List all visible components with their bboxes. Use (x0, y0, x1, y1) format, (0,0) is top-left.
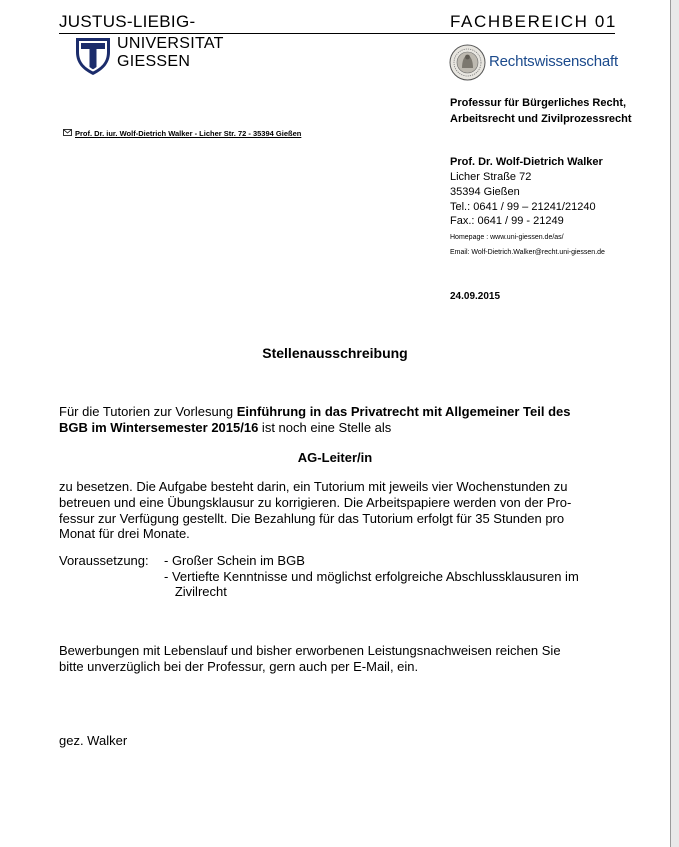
requirements-label: Voraussetzung: (59, 553, 149, 568)
viewer-edge (671, 0, 679, 847)
body-line: betreuen und eine Übungsklausur zu korrigieren. Die Arbeitspapiere werden von der Pro- (59, 495, 572, 510)
contact-homepage: Homepage : www.uni-giessen.de/as/ (450, 234, 564, 241)
professorship-line1: Professur für Bürgerliches Recht, (450, 97, 627, 109)
body-line: zu besetzen. Die Aufgabe besteht darin, ein Tutorium mit jeweils vier Wochenstunden zu (59, 479, 568, 494)
contact-email: Email: Wolf-Dietrich.Walker@recht.uni-giessen.de (450, 249, 605, 256)
university-name-line2: UNIVERSITAT (117, 35, 224, 52)
faculty-name: FACHBEREICH 01 (450, 12, 617, 31)
course-semester: BGB im Wintersemester 2015/16 (59, 420, 259, 435)
university-name-line1: JUSTUS-LIEBIG- (59, 12, 196, 31)
letter-date: 24.09.2015 (450, 291, 501, 302)
contact-name: Prof. Dr. Wolf-Dietrich Walker (450, 156, 603, 168)
envelope-icon (63, 129, 72, 136)
contact-phone: Tel.: 0641 / 99 – 21241/21240 (450, 201, 596, 213)
document-title: Stellenausschreibung (262, 345, 408, 361)
course-title: Einführung in das Privatrecht mit Allgemeiner Teil des (236, 404, 571, 419)
contact-city: 35394 Gießen (450, 186, 520, 198)
faculty-seal-icon (449, 44, 486, 81)
sender-address-line: Prof. Dr. iur. Wolf-Dietrich Walker - Licher Str. 72 - 35394 Gießen (75, 129, 302, 138)
position-title: AG-Leiter/in (297, 450, 373, 465)
contact-street: Licher Straße 72 (450, 171, 532, 183)
intro-line2 (59, 420, 391, 435)
intro-line1 (59, 404, 571, 419)
intro-text-plain: Für die Tutorien zur Vorlesung (59, 404, 237, 419)
university-name-line3: GIESSEN (117, 53, 191, 70)
requirement-item: - Großer Schein im BGB (164, 553, 305, 568)
professorship-line2: Arbeitsrecht und Zivilprozessrecht (450, 113, 632, 125)
requirement-item: Zivilrecht (164, 584, 227, 599)
university-logo-icon (74, 36, 112, 76)
signature: gez. Walker (59, 733, 128, 748)
contact-fax: Fax.: 0641 / 99 - 21249 (450, 215, 564, 227)
application-line: bitte unverzüglich bei der Professur, gern auch per E-Mail, ein. (59, 659, 419, 674)
body-line: fessur zur Verfügung gestellt. Die Bezahlung für das Tutorium erfolgt für 35 Stunden pro (59, 511, 565, 526)
application-line: Bewerbungen mit Lebenslauf und bisher erworbenen Leistungsnachweisen reichen Sie (59, 643, 561, 658)
department-name: Rechtswissenschaft (489, 53, 618, 70)
body-line: Monat für drei Monate. (59, 526, 190, 541)
header-rule (59, 33, 615, 34)
requirement-item: - Vertiefte Kenntnisse und möglichst erfolgreiche Abschlussklausuren im (164, 569, 579, 584)
intro-text-end: ist noch eine Stelle als (258, 420, 392, 435)
